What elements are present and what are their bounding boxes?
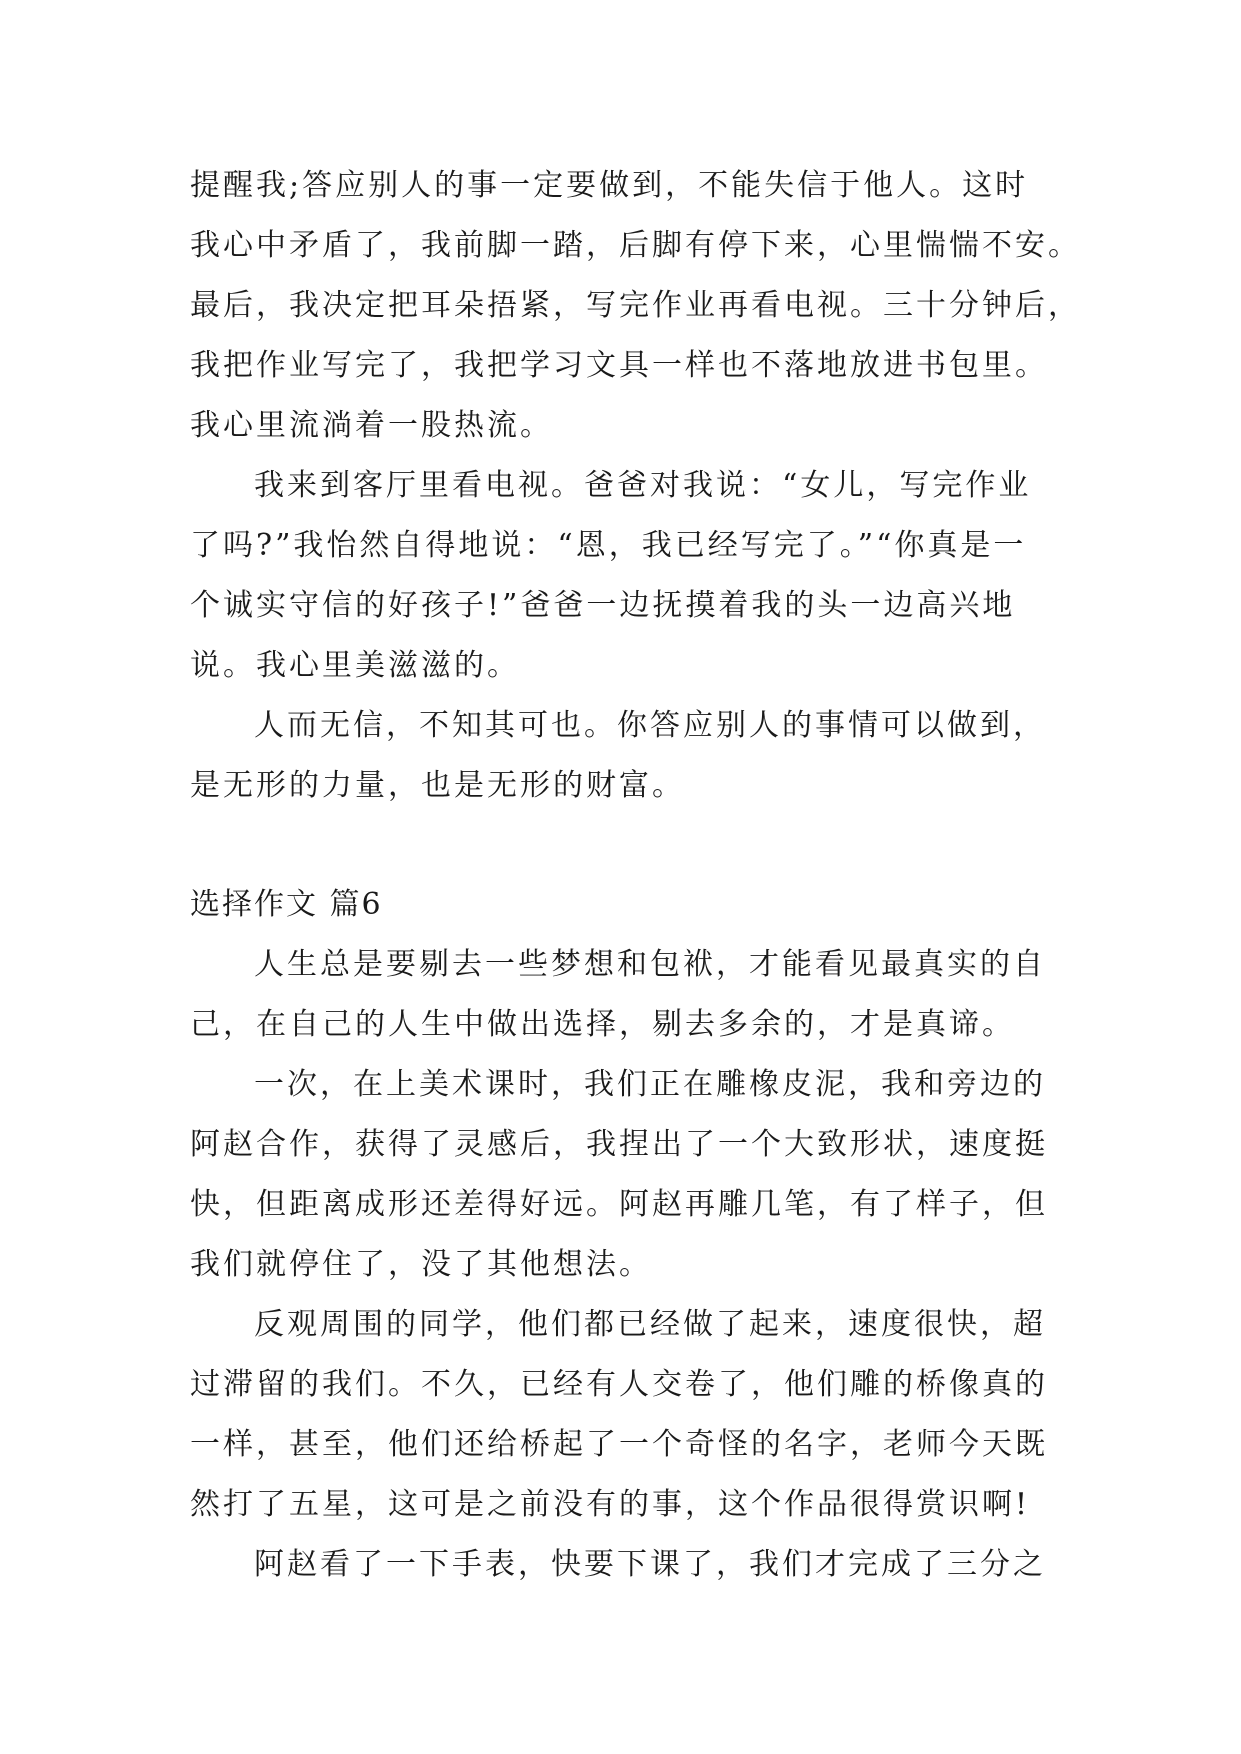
- paragraph-line: 个诚实守信的好孩子!”爸爸一边抚摸着我的头一边高兴地: [190, 588, 1016, 623]
- paragraph-line: 我把作业写完了，我把学习文具一样也不落地放进书包里。: [190, 348, 1048, 383]
- section-heading: 选择作文 篇6: [190, 887, 383, 922]
- paragraph-line: 最后，我决定把耳朵捂紧，写完作业再看电视。三十分钟后，: [190, 288, 1081, 323]
- paragraph-line: 一次，在上美术课时，我们正在雕橡皮泥，我和旁边的: [254, 1067, 1046, 1102]
- paragraph-line: 人生总是要剔去一些梦想和包袱，才能看见最真实的自: [254, 947, 1046, 982]
- paragraph-line: 一样，甚至，他们还给桥起了一个奇怪的名字，老师今天既: [190, 1427, 1048, 1462]
- paragraph-line: 阿赵看了一下手表，快要下课了，我们才完成了三分之: [254, 1547, 1046, 1582]
- paragraph-line: 反观周围的同学，他们都已经做了起来，速度很快，超: [254, 1307, 1046, 1342]
- paragraph-line: 己，在自己的人生中做出选择，剔去多余的，才是真谛。: [190, 1007, 1015, 1042]
- paragraph-line: 是无形的力量，也是无形的财富。: [190, 768, 685, 803]
- paragraph-line: 人而无信，不知其可也。你答应别人的事情可以做到，: [254, 708, 1046, 743]
- paragraph-line: 我心中矛盾了，我前脚一踏，后脚有停下来，心里惴惴不安。: [190, 228, 1081, 263]
- paragraph-line: 了吗?”我怡然自得地说：“恩，我已经写完了。”“你真是一: [190, 528, 1027, 563]
- paragraph-line: 说。我心里美滋滋的。: [190, 648, 520, 683]
- paragraph-line: 我来到客厅里看电视。爸爸对我说：“女儿，写完作业: [254, 468, 1032, 503]
- paragraph-line: 我心里流淌着一股热流。: [190, 408, 553, 443]
- paragraph-line: 然打了五星，这可是之前没有的事，这个作品很得赏识啊!: [190, 1487, 1031, 1522]
- paragraph-line: 提醒我;答应别人的事一定要做到，不能失信于他人。这时: [190, 168, 1029, 203]
- paragraph-line: 过滞留的我们。不久，已经有人交卷了，他们雕的桥像真的: [190, 1367, 1048, 1402]
- paragraph-line: 我们就停住了，没了其他想法。: [190, 1247, 652, 1282]
- paragraph-line: 阿赵合作，获得了灵感后，我捏出了一个大致形状，速度挺: [190, 1127, 1048, 1162]
- paragraph-line: 快，但距离成形还差得好远。阿赵再雕几笔，有了样子，但: [190, 1187, 1048, 1222]
